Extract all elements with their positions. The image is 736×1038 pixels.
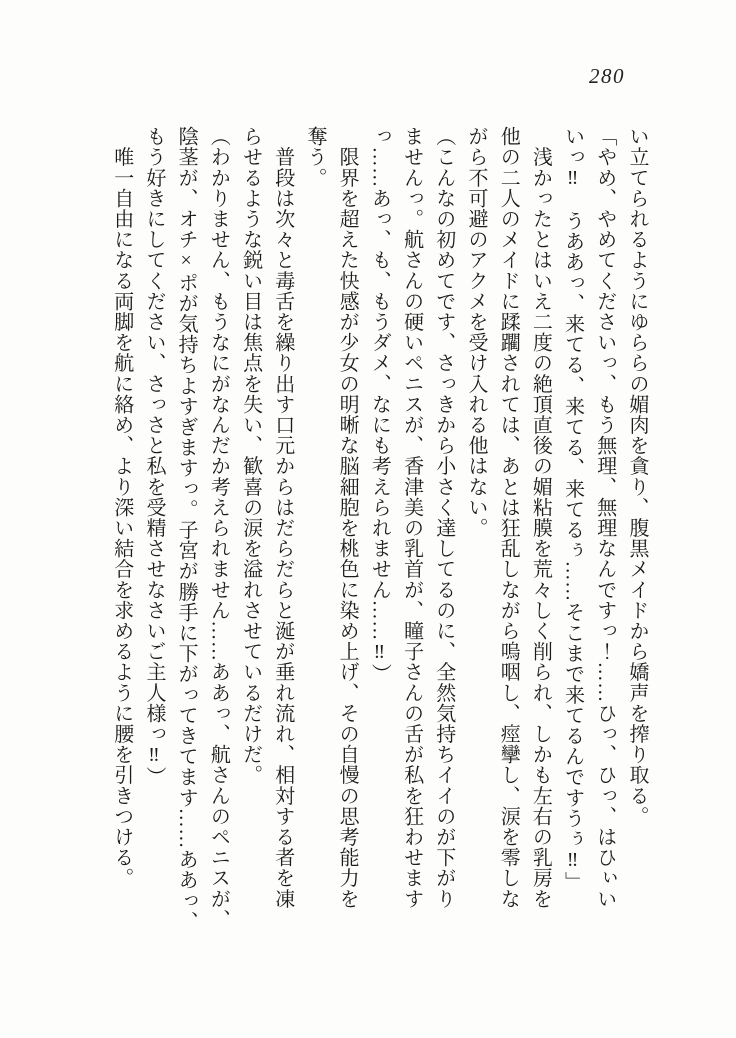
text-column-9: っ……あっ、も、もうダメ、なにも考えられません……‼） [368, 126, 391, 685]
text-column-1: い立てられるようにゆららの媚肉を貪り、腹黒メイドから嬌声を搾り取る。 [626, 126, 648, 827]
page-number: 280 [589, 64, 625, 88]
text-column-2: 「やめ、やめてくださいっ、もう無理、無理なんですっ！……ひっ、ひっ、はひぃい [593, 126, 616, 909]
text-column-3: いっ‼ うああっ、来てる、来てる、来てるぅ……そこまで来てるんですうぅ‼」 [561, 126, 584, 893]
text-column-10: 限界を超えた快感が少女の明晰な脳細胞を桃色に染め上げ、その自慢の思考能力を [336, 126, 359, 909]
vertical-text-block [106, 126, 653, 940]
text-column-17: 唯一自由になる両脚を航に絡め、より深い結合を求めるように腰を引きつける。 [110, 126, 133, 889]
text-column-7: （こんなの初めてです、さっきから小さく達してるのに、全然気持ちイイのが下がり [432, 126, 455, 909]
text-column-5: 他の二人のメイドに蹂躙されては、あとは狂乱しながら嗚咽し、痙攣し、涙を零しな [497, 126, 520, 909]
text-column-6: がら不可避のアクメを受け入れる他はない。 [464, 126, 487, 538]
text-column-11: 奪う。 [303, 126, 326, 188]
text-column-14: （わかりません、もうなにがなんだか考えられません……ああっ、航さんのペニスが、 [207, 126, 230, 930]
text-column-13: らせるような鋭い目は焦点を失い、歓喜の涙を溢れさせているだけだ。 [239, 126, 262, 786]
text-column-12: 普段は次々と毒舌を繰り出す口元からはだらだらと涎が垂れ流れ、相対する者を凍 [271, 126, 294, 909]
text-column-8: ませんっ。航さんの硬いペニスが、香津美の乳首が、瞳子さんの舌が私を狂わせます [400, 126, 423, 909]
text-column-4: 浅かったとはいえ二度の絶頂直後の媚粘膜を荒々しく削られ、しかも左右の乳房を [529, 126, 552, 909]
text-column-15: 陰茎が、オチ×ポが気持ちよすぎますっ。子宮が勝手に下がってきてます……ああっ、 [175, 126, 198, 932]
text-column-16: もう好きにしてください、さっさと私を受精させなさいご主人様っ‼） [142, 126, 165, 788]
